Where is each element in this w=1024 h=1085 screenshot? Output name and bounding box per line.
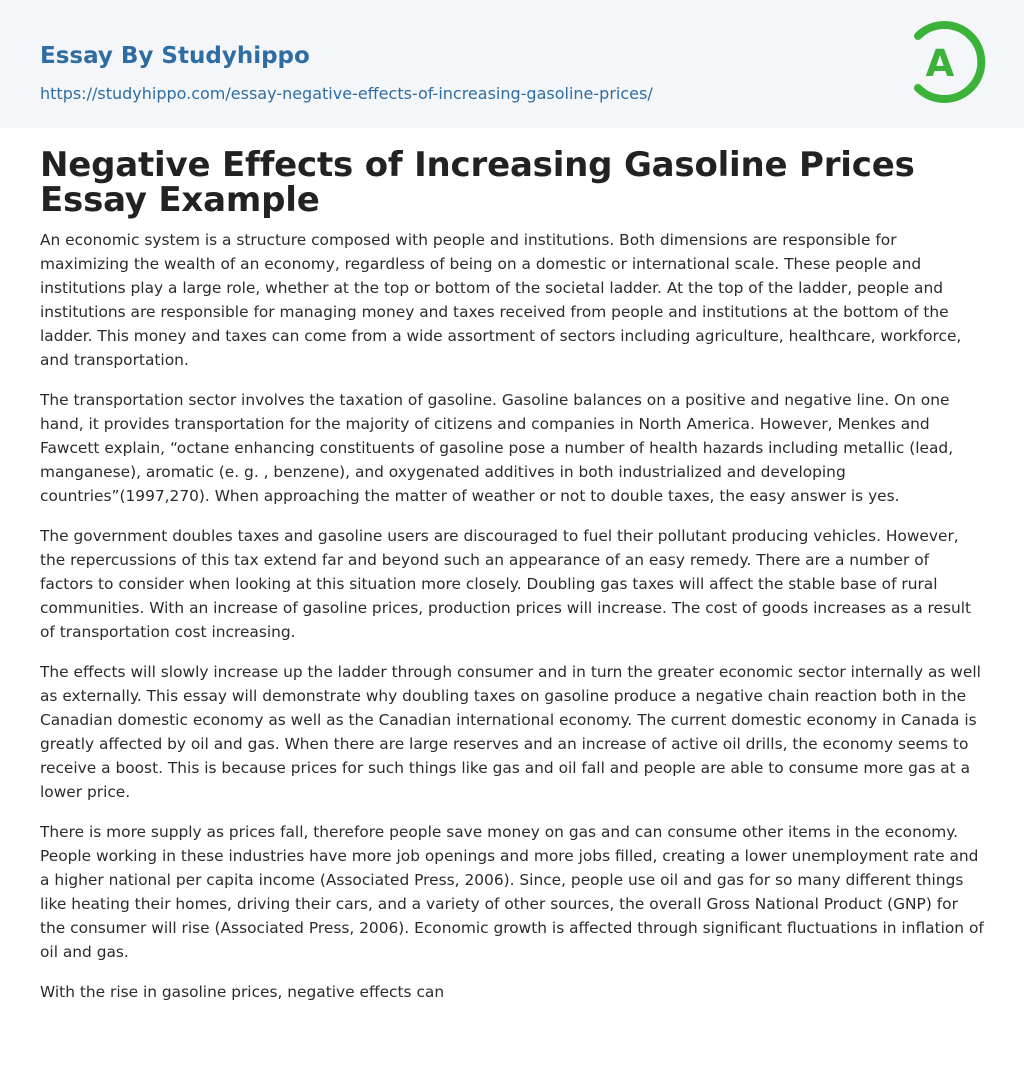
essay-paragraph: The effects will slowly increase up the ladder through consumer and in turn the greater economic sector internally as well as externally. This essay will demonstrate why doubling taxes on gasoline produce a negative chain reaction both in the Canadian domestic economy as well as the Canadian international economy. The current domestic economy in Canada is greatly affected by oil and gas. When there are large reserves and an increase of active oil drills, the economy seems to receive a boost. This is because prices for such things like gas and oil fall and people are able to consume more gas at a lower price. — [40, 663, 981, 801]
essay-paragraph: The transportation sector involves the taxation of gasoline. Gasoline balances on a positive and negative line. On one hand, it provides transportation for the majority of citizens and companies in North America. However, Menkes and Fawcett explain, “octane enhancing constituents of gasoline pose a number of health hazards including metallic (lead, manganese), aromatic (e. g. , benzene), and oxygenated additives in both industrialized and developing countries”(1997,270). When approaching the matter of weather or not to double taxes, the easy answer is yes. — [40, 391, 954, 505]
site-brand[interactable]: Essay By Studyhippo — [40, 43, 310, 69]
essay-title: Negative Effects of Increasing Gasoline Prices Essay Example — [40, 145, 915, 220]
logo-ring-icon — [912, 19, 986, 105]
essay-paragraph: The government doubles taxes and gasoline users are discouraged to fuel their pollutant producing vehicles. However, the repercussions of this tax extend far and beyond such an appearance of an easy remedy. There are a number of factors to consider when looking at this situation more closely. Doubling gas taxes will affect the stable base of rural communities. With an increase of gasoline prices, production prices will increase. The cost of goods increases as a result of transportation cost increasing. — [40, 527, 972, 641]
logo-letter: A — [925, 42, 955, 85]
source-url-link[interactable]: https://studyhippo.com/essay-negative-effects-of-increasing-gasoline-prices/ — [40, 84, 653, 103]
page-header — [0, 0, 1024, 128]
essay-paragraph: There is more supply as prices fall, therefore people save money on gas and can consume other items in the economy. People working in these industries have more job openings and more jobs filled, creating a lower unemployment rate and a higher national per capita income (Associated Press, 2006). Since, people use oil and gas for so many different things like heating their homes, driving their cars, and a variety of other sources, the overall Gross National Product (GNP) for the consumer will rise (Associated Press, 2006). Economic growth is affected through significant fluctuations in inflation of oil and gas. — [40, 823, 984, 961]
studyhippo-logo[interactable] — [912, 19, 986, 105]
essay-paragraph: With the rise in gasoline prices, negative effects can — [40, 983, 445, 1001]
essay-paragraph: An economic system is a structure composed with people and institutions. Both dimensions are responsible for maximizing the wealth of an economy, regardless of being on a domestic or international scale. These people and institutions play a large role, whether at the top or bottom of the societal ladder. At the top of the ladder, people and institutions are responsible for managing money and taxes received from people and institutions at the bottom of the ladder. This money and taxes can come from a wide assortment of sectors including agriculture, healthcare, workforce, and transportation. — [40, 231, 962, 369]
essay-content — [40, 145, 984, 1020]
